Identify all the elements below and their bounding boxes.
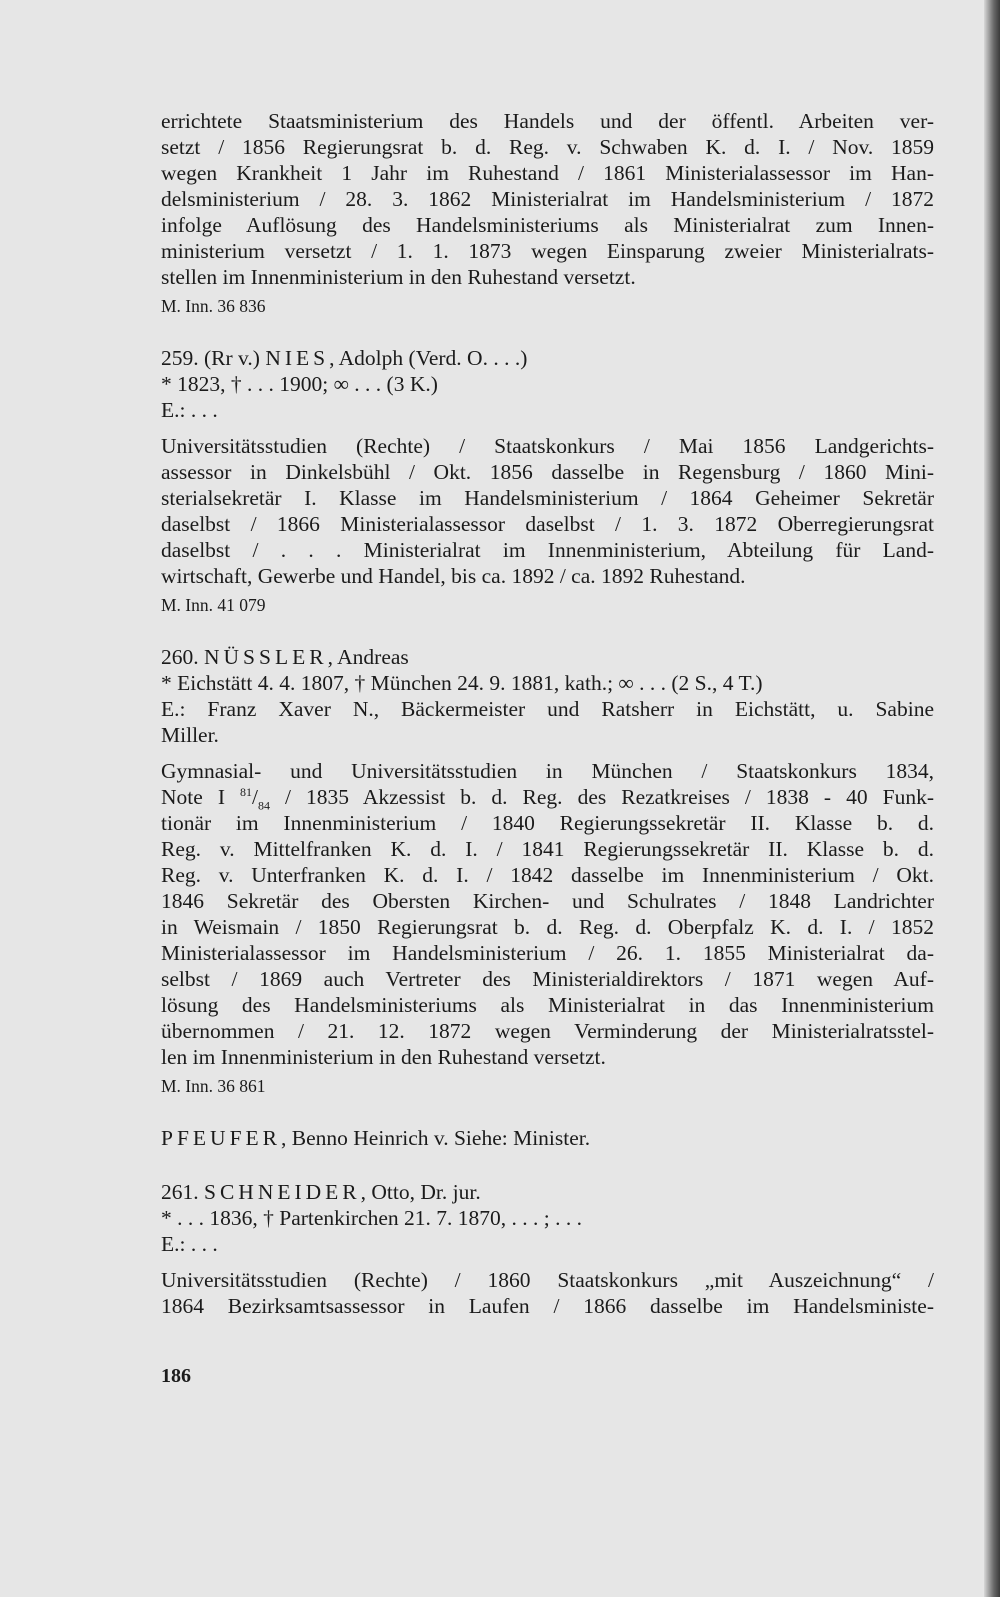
entry-parents: E.: . . . <box>161 1232 218 1256</box>
page-edge <box>984 0 1000 1597</box>
text-line: Gymnasial- und Universitätsstudien in München / Staatskonkurs 1834, <box>161 759 934 783</box>
archive-reference: M. Inn. 36 861 <box>161 1076 266 1096</box>
entry-heading <box>161 1179 934 1205</box>
entry-name-rest: , Adolph (Verd. O. . . .) <box>329 346 528 370</box>
entry-number: 261. <box>161 1180 204 1204</box>
text-line: setzt / 1856 Regierungsrat b. d. Reg. v. Schwaben K. d. I. / Nov. 1859 <box>161 135 934 159</box>
text-line: wirtschaft, Gewerbe und Handel, bis ca. 1892 / ca. 1892 Ruhestand. <box>161 564 746 588</box>
entry-heading <box>161 345 934 371</box>
text-line: in Weismain / 1850 Regierungsrat b. d. Reg. d. Oberpfalz K. d. I. / 1852 <box>161 915 934 939</box>
archive-reference: M. Inn. 36 836 <box>161 296 266 316</box>
entry-name-rest: , Otto, Dr. jur. <box>360 1180 481 1204</box>
text-line: stellen im Innenministerium in den Ruhestand versetzt. <box>161 265 636 289</box>
entry-261 <box>161 1179 934 1319</box>
note-numerator: 81 <box>240 784 252 799</box>
entry-name-rest: , Benno Heinrich v. Siehe: Minister. <box>281 1126 591 1150</box>
text-line: delsministerium / 28. 3. 1862 Ministerialrat im Handelsministerium / 1872 <box>161 187 934 211</box>
text-line: Universitätsstudien (Rechte) / Staatskonkurs / Mai 1856 Landgerichts- <box>161 434 934 458</box>
entry-surname: PFEUFER <box>161 1126 282 1150</box>
note-denominator: 84 <box>257 798 270 813</box>
entry-surname: SCHNEIDER <box>204 1180 361 1204</box>
intro-paragraph <box>161 108 934 290</box>
entry-number: 260. <box>161 645 204 669</box>
entry-259 <box>161 345 934 616</box>
text-line: Note I $^{81}/_{84} / 1835$ Akzessist b. d. Reg. des Rezatkreises / 1838 - 40 Funk- <box>161 784 935 813</box>
text-line: daselbst / 1866 Ministerialassessor daselbst / 1. 3. 1872 Oberregierungsrat <box>161 512 934 536</box>
text-line: übernommen / 21. 12. 1872 wegen Verminderung der Ministerialratsstel- <box>161 1019 934 1043</box>
text-line: 1846 Sekretär des Obersten Kirchen- und Schulrates / 1848 Landrichter <box>161 889 934 913</box>
cross-reference <box>161 1125 934 1151</box>
entry-name-rest: , Andreas <box>327 645 409 669</box>
archive-reference: M. Inn. 41 079 <box>161 595 266 615</box>
text-line: tionär im Innenministerium / 1840 Regierungssekretär II. Klasse b. d. <box>161 811 934 835</box>
text-line: selbst / 1869 auch Vertreter des Ministerialdirektors / 1871 wegen Auf- <box>161 967 934 991</box>
text-line: Reg. v. Unterfranken K. d. I. / 1842 dasselbe im Innenministerium / Okt. <box>161 863 934 887</box>
entry-surname: NIES <box>265 346 330 370</box>
document-page <box>161 108 934 1389</box>
text-line: daselbst / . . . Ministerialrat im Innenministerium, Abteilung für Land- <box>161 538 934 562</box>
entry-parents: Miller. <box>161 723 219 747</box>
entry-surname: NÜSSLER <box>204 645 328 669</box>
entry-parents: E.: . . . <box>161 398 218 422</box>
note-prefix: Note I <box>161 785 240 809</box>
text-line: sterialsekretär I. Klasse im Handelsministerium / 1864 Geheimer Sekretär <box>161 486 934 510</box>
text-line: assessor in Dinkelsbühl / Okt. 1856 dasselbe in Regensburg / 1860 Mini- <box>161 460 934 484</box>
text-line: Reg. v. Mittelfranken K. d. I. / 1841 Regierungssekretär II. Klasse b. d. <box>161 837 934 861</box>
entry-heading <box>161 644 934 670</box>
text-line: wegen Krankheit 1 Jahr im Ruhestand / 1861 Ministerialassessor im Han- <box>161 161 934 185</box>
text-line: len im Innenministerium in den Ruhestand versetzt. <box>161 1045 606 1069</box>
entry-birth: * 1823, † . . . 1900; ∞ . . . (3 K.) <box>161 372 438 396</box>
text-line: infolge Auflösung des Handelsministeriums als Ministerialrat zum Innen- <box>161 213 934 237</box>
entry-260 <box>161 644 934 1097</box>
entry-birth: * Eichstätt 4. 4. 1807, † München 24. 9. 1881, kath.; ∞ . . . (2 S., 4 T.) <box>161 671 763 695</box>
text-line: errichtete Staatsministerium des Handels und der öffentl. Arbeiten ver- <box>161 109 934 133</box>
page-number: 186 <box>161 1365 191 1387</box>
entry-birth: * . . . 1836, † Partenkirchen 21. 7. 1870, . . . ; . . . <box>161 1206 582 1230</box>
entry-number: 259. (Rr v.) <box>161 346 266 370</box>
note-suffix: / 1835 Akzessist b. d. Reg. des Rezatkreises / 1838 - 40 Funk- <box>269 785 935 809</box>
entry-parents: E.: Franz Xaver N., Bäckermeister und Ratsherr in Eichstätt, u. Sabine <box>161 697 934 721</box>
text-line: Ministerialassessor im Handelsministerium / 26. 1. 1855 Ministerialrat da- <box>161 941 934 965</box>
text-line: ministerium versetzt / 1. 1. 1873 wegen Einsparung zweier Ministerialrats- <box>161 239 934 263</box>
text-line: 1864 Bezirksamtsassessor in Laufen / 1866 dasselbe im Handelsministe- <box>161 1294 934 1318</box>
text-line: lösung des Handelsministeriums als Ministerialrat in das Innenministerium <box>161 993 934 1017</box>
text-line: Universitätsstudien (Rechte) / 1860 Staatskonkurs „mit Auszeichnung“ / <box>161 1268 934 1292</box>
